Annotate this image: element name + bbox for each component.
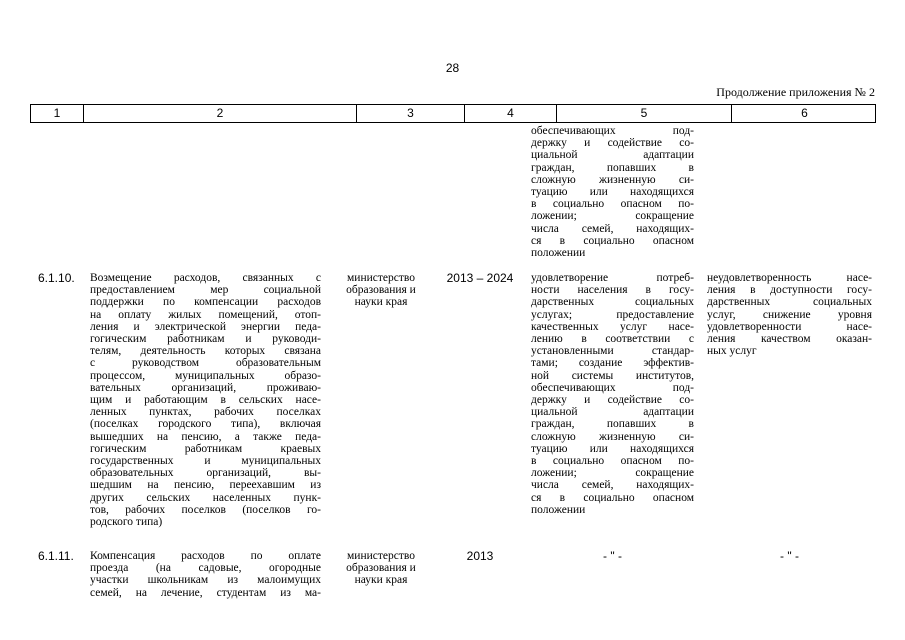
continuation-col5 (531, 125, 694, 259)
text-line: образования и (346, 562, 416, 575)
text-line: ной системы институтов, (531, 369, 694, 382)
row-number: 6.1.10. (38, 271, 75, 285)
column-header-1: 1 (31, 105, 84, 122)
column-header-4: 4 (465, 105, 557, 122)
text-line: проезда (на садовые, огородные (90, 562, 321, 575)
text-line: ся в социально опасном (531, 234, 694, 247)
text-line: ления в доступности госу- (707, 284, 872, 297)
text-line: установленными стандар- (531, 345, 694, 358)
expected-result (531, 272, 694, 516)
column-header-5: 5 (557, 105, 732, 122)
text-line: с руководством образовательным (90, 357, 321, 370)
appendix-continuation-note: Продолжение приложения № 2 (716, 85, 875, 99)
text-line: тами; создание эффектив- (531, 357, 694, 370)
text-line: удовлетворенности насе- (707, 320, 872, 333)
text-line: сложную жизненную си- (531, 173, 694, 186)
text-line: ложении; сокращение (531, 210, 694, 223)
risk-description (707, 272, 872, 357)
text-line: положении (531, 247, 586, 260)
text-line: держку и содействие со- (531, 394, 694, 407)
text-line: сложную жизненную си- (531, 430, 694, 443)
text-line: дарственных социальных (531, 296, 694, 309)
text-line: тов, рабочих поселков (поселков го- (90, 503, 321, 516)
text-line: положении (531, 503, 586, 516)
text-line: семей, на лечение, студентам из ма- (90, 586, 321, 599)
text-line: лению в соответствии с (531, 333, 694, 346)
page-number: 28 (445, 61, 460, 75)
text-line: в социально опасном по- (531, 455, 694, 468)
text-line: других сельских населенных пунк- (90, 491, 321, 504)
text-line: ления качеством оказан- (707, 333, 872, 346)
text-line: шедшим на пенсию, переехавшим из (90, 479, 321, 492)
text-line: граждан, попавших в (531, 418, 694, 431)
implementation-period: 2013 (466, 549, 494, 563)
text-line: телям, деятельность которых связана (90, 345, 321, 358)
text-line: ся в социально опасном (531, 491, 694, 504)
text-line: удовлетворение потреб- (531, 272, 694, 284)
text-line: на оплату жилых помещений, отоп- (90, 308, 321, 321)
text-line: щим и работающим в сельских насе- (90, 394, 321, 407)
text-line: в социально опасном по- (531, 198, 694, 211)
text-line: циальной адаптации (531, 149, 694, 162)
text-line: услугах; предоставление (531, 308, 694, 321)
text-line: науки края (354, 296, 408, 309)
text-line: неудовлетворенность насе- (707, 272, 872, 284)
row-number: 6.1.11. (38, 549, 74, 563)
text-line: гогическим работникам краевых (90, 442, 321, 455)
text-line: обеспечивающих под- (531, 381, 694, 394)
text-line: государственных и муниципальных (90, 455, 321, 468)
text-line: обеспечивающих под- (531, 125, 694, 137)
responsible-executor (331, 550, 431, 587)
text-line: участки школьникам из малоимущих (90, 574, 321, 587)
text-line: родского типа) (90, 516, 163, 529)
text-line: туацию или находящихся (531, 186, 694, 199)
text-line: гогическим работникам и руководи- (90, 333, 321, 346)
text-line: образовательных организаций, вы- (90, 467, 321, 480)
row-description (90, 272, 321, 528)
column-header-2: 2 (84, 105, 357, 122)
row-description (90, 550, 321, 599)
text-line: вышедших на пенсию, а также педа- (90, 430, 321, 443)
text-line: ности населения в госу- (531, 284, 694, 297)
text-line: граждан, попавших в (531, 161, 694, 174)
table-header-row (30, 104, 876, 123)
text-line: качественных услуг насе- (531, 320, 694, 333)
expected-result-ditto: - " - (603, 549, 622, 563)
text-line: услуг, снижение уровня (707, 308, 872, 321)
text-line: числа семей, находящих- (531, 222, 694, 235)
text-line: ленных пунктах, рабочих поселках (90, 406, 321, 419)
text-line: (поселках городского типа), включая (90, 418, 321, 431)
text-line: ных услуг (707, 345, 757, 358)
implementation-period: 2013 – 2024 (446, 271, 514, 285)
text-line: вательных организаций, проживаю- (90, 381, 321, 394)
text-line: ложении; сокращение (531, 467, 694, 480)
text-line: Компенсация расходов по оплате (90, 550, 321, 562)
text-line: процессом, муниципальных образо- (90, 369, 321, 382)
text-line: Возмещение расходов, связанных с (90, 272, 321, 284)
text-line: образования и (346, 284, 416, 297)
text-line: поддержки по компенсации расходов (90, 296, 321, 309)
text-line: туацию или находящихся (531, 442, 694, 455)
column-header-3: 3 (357, 105, 465, 122)
text-line: числа семей, находящих- (531, 479, 694, 492)
column-header-6: 6 (801, 106, 808, 120)
text-line: держку и содействие со- (531, 137, 694, 150)
text-line: предоставлением мер социальной (90, 284, 321, 297)
text-line: дарственных социальных (707, 296, 872, 309)
responsible-executor (331, 272, 431, 309)
risk-description-ditto: - " - (780, 549, 799, 563)
text-line: науки края (354, 574, 408, 587)
text-line: министерство (347, 272, 415, 284)
text-line: циальной адаптации (531, 406, 694, 419)
text-line: министерство (347, 550, 415, 562)
text-line: ления и электрической энергии педа- (90, 320, 321, 333)
